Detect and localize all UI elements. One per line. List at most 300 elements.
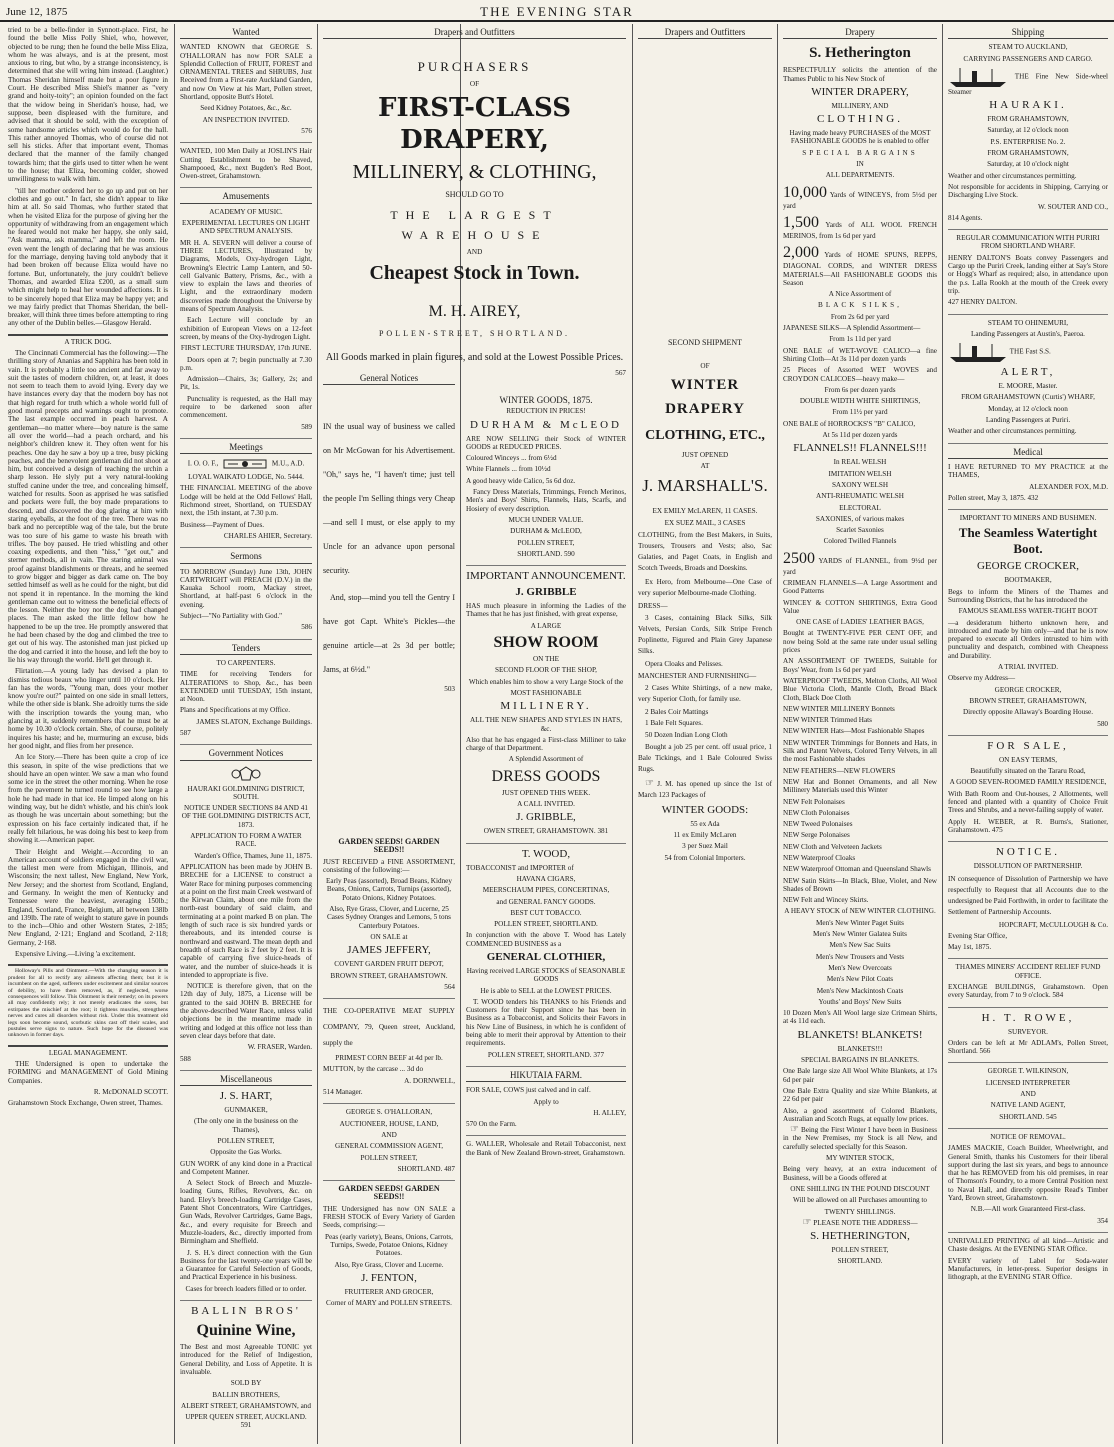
advert-text: Fancy Dress Materials, Trimmings, French Merinos, Men's and Boys' Shirts, Flannels, Hats, Scarfs, and Hosiery of every description. <box>466 488 626 513</box>
advert-wood <box>466 848 626 1067</box>
advert-text: THE CO-OPERATIVE MEAT SUPPLY COMPANY, 79, Queen street, Auckland, supply the <box>323 1007 455 1048</box>
advert-text: With Bath Room and Out-houses, 2 Allotments, well fenced and planted with a quantity of Choice Fruit Trees and Shrubs, and a never-failing supply of water. <box>948 789 1108 815</box>
advert-text: In REAL WELSH <box>833 458 887 467</box>
advert-text: Landing Passengers at Puriri. <box>985 416 1071 425</box>
advert-text: MY WINTER STOCK, <box>826 1154 894 1163</box>
advert-text: AND <box>1020 1090 1036 1099</box>
column-divider <box>777 24 778 1444</box>
advert-text: A GOOD SEVEN-ROOMED FAMILY RESIDENCE, <box>949 778 1107 787</box>
section-heading-meetings: Meetings <box>180 443 312 454</box>
advert-text: J. FENTON, <box>361 1271 417 1284</box>
advert-coop-meat <box>323 1003 455 1104</box>
advert-text: and GENERAL FANCY GOODS. <box>496 897 596 906</box>
advert-text: SHORTLAND. 545 <box>999 1112 1057 1121</box>
advert-text: AN INSPECTION INVITED. <box>202 115 290 124</box>
pointing-hand-icon: ☞ <box>802 1216 812 1228</box>
section-heading-amusements: Amusements <box>180 192 312 203</box>
advert-text: MOST FASHIONABLE <box>510 688 582 697</box>
advert-heading: NOTICE UNDER SECTIONS 84 AND 41 OF THE GOLDMINING DISTRICTS ACT, 1873. <box>181 804 311 829</box>
advert-text: Being the First Winter I have been in Business in the New Premises, my Stock is all New, and carefully selected specially for this Season. <box>783 1126 937 1151</box>
advert-text: POLLEN STREET, <box>217 1136 275 1145</box>
advert-hauraki-steamer <box>948 66 1108 230</box>
advert-text: SPECIAL BARGAINS IN BLANKETS. <box>801 1056 919 1065</box>
advert-text: He is able to SELL at the LOWEST PRICES. <box>480 986 612 995</box>
section-heading-tenders: Tenders <box>180 644 312 655</box>
mcgowan-text: And, stop—mind you tell the Gentry I have got Capt. White's Pickles—the genuine article—at 2s 3d per bottle; Jams, at 6½d." <box>323 593 455 675</box>
section-heading-government: Government Notices <box>180 749 312 760</box>
advert-number: 567 <box>615 369 626 378</box>
advert-tenders <box>180 670 312 745</box>
column-7 <box>783 26 937 1441</box>
advert-text: GEORGE CROCKER, <box>976 560 1080 573</box>
holloway-advert: Holloway's Pills and Ointment.—With the changing season it is prudent for all to rectify any ailments affecting them; but it is incumbent on the aged, sufferers under excitement and similar sources of debility, to have them removed, as, if neglected, worse consequences will follow. This Ointment is their remedy; on its powers all may confidently rely; it not merely eradicates the sores, but extirpates the mischief at the root; it tightens muscles, strengthens nerves and cures all disorders without risk. Under this treatment old legs soon become sound, scorbutic skins cast off their scales, and pustules serve signs to nature. Such hope for the diseased was unknown in former days. <box>8 968 168 1039</box>
advert-text: Landing Passengers at Austin's, Paeroa. <box>971 329 1085 338</box>
advert-text: 10 Dozen Men's All Wool large size Crimean Shirts, at 4s 11d each. <box>783 1009 937 1026</box>
advert-text: GEORGE CROCKER, <box>994 685 1062 694</box>
advert-text: Coloured Winceys ... from 6½d <box>466 454 557 463</box>
advert-text: NEW WINTER MILLINERY Bonnets <box>783 704 895 713</box>
advert-heading: The Seamless Watertight Boot. <box>958 525 1098 557</box>
bargain-line <box>783 213 937 240</box>
advert-text: ONE BALE of WET-WOVE CALICO—a fine Shirting Cloth—At 3s 11d per dozen yards <box>783 346 937 363</box>
advert-water-race <box>180 852 312 1071</box>
bargain-line <box>783 549 937 576</box>
advert-text: THE Undersigned has now ON SALE a FRESH STOCK of Every Variety of Garden Seeds, comprising:— <box>323 1204 455 1230</box>
advert-text: The Best and most Agreeable TONIC yet introduced for the Relief of Indigestion, General Debility, and Loss of Appetite. It is invaluable. <box>180 1343 312 1376</box>
advert-text: Doors open at 7; begin punctually at 7.30 p.m. <box>180 355 312 372</box>
advert-text: W. SOUTER AND CO., <box>1037 202 1108 211</box>
advert-text: UPPER QUEEN STREET, AUCKLAND. 591 <box>185 1413 307 1430</box>
advert-heading: TO CARPENTERS. <box>216 658 276 667</box>
advert-text: Men's New Mackintosh Coats <box>816 986 904 995</box>
advert-ohalloran <box>180 43 312 143</box>
bargain-line <box>783 243 937 287</box>
column-6 <box>638 26 772 1441</box>
advert-text: AND <box>466 247 483 256</box>
advert-text: J. M. has opened up since the 1st of March 123 Packages of <box>638 779 772 799</box>
advert-text: FROM GRAHAMSTOWN, <box>987 115 1069 124</box>
advert-text: IN consequence of Dissolution of Partnership we have respectfully to Request that all Accounts due to the undersigned be Paid Forthwith, in order to facilitate the Settlement of Partnership Accounts. <box>948 874 1108 916</box>
advert-text: AND <box>381 1130 397 1139</box>
advert-text: Subject—"No Partiality with God." <box>180 612 283 621</box>
advert-text: FROM GRAHAMSTOWN, <box>987 149 1069 158</box>
advert-relief-fund <box>948 963 1108 1007</box>
advert-text <box>638 778 772 801</box>
advert-heading: WINTER GOODS, 1875. <box>499 395 593 405</box>
advert-text <box>783 1126 937 1151</box>
advert-text: 427 HENRY DALTON. <box>948 298 1018 307</box>
section-heading-wanted: Wanted <box>180 28 312 39</box>
advert-text: 514 Manager. <box>323 1088 363 1097</box>
advert-text: J. S. H.'s direct connection with the Gun Business for the last twenty-one years will be a Guarantee for Careful Selection of Goods, and Practical Experience in his business. <box>180 1248 312 1282</box>
advert-text: From 2s 6d per yard <box>830 312 890 321</box>
advert-number: 564 <box>444 982 455 991</box>
story-paragraph: tried to be a belle-finder in Synnott-place. First, he found the belle Miss Polly Shiel, who, however, objected to be rung; then he found the belle Miss Eliza, whom he was always, and is at the present, most anxious to ring, but who, by a strange inconsistency, is determined that she will wring him instead. (Laughter.) Thomas Sheridan himself made but a poor figure in Court. He described Miss Shiel's manner as "very grand and hoity-toity"; an opinion founded on the fact that the widow being in Sheridan's house, had, we suppose, been displeased with the furniture, and advised that it should be sold, with the exception of some handsome articles which would do for the hall. This rather annoyed Thomas, who of course did not sell his sticks. After that important event, Thomas declared that the manner of the family changed towards him; that the girls used to titter when he went to the house; that Eliza, becoming colder, showed unwillingness to walk with him. <box>8 26 168 184</box>
advert-signature: JAMES SLATON, Exchange Buildings. <box>196 717 312 726</box>
advert-text: Men's New Pilot Coats <box>826 975 894 984</box>
advert-text: ARE NOW SELLING their Stock of WINTER GOODS at REDUCED PRICES. <box>466 434 626 451</box>
advert-text: Opera Cloaks and Pelisses. <box>645 660 723 669</box>
advert-heading: Cheapest Stock in Town. <box>369 261 580 284</box>
advert-heading: WINTER GOODS: <box>661 803 749 816</box>
section-heading-hikutaia: HIKUTAIA FARM. <box>466 1071 626 1082</box>
advert-text: Beautifully situated on the Tararu Road, <box>970 767 1086 776</box>
advert-text: FIRST LECTURE THURSDAY, 17th JUNE. <box>180 344 312 353</box>
advert-text: Scarlet Saxonies <box>836 526 884 535</box>
advert-heading: S. Hetherington <box>809 45 911 62</box>
legal-signature: R. McDONALD SCOTT. <box>93 1088 168 1097</box>
advert-text: JAMES MACKIE, Coach Builder, Wheelwright, and General Smith, thanks his Customers for their liberal support during the last six years, and begs to announce that he has REMOVED from his old premises, in rear of Thomson's Foundry, to a more Central Position next to Naval Hall, and directly opposite Read's Timber Yard, Brown street, Grahamstown. <box>948 1144 1108 1203</box>
advert-text: From 6s per dozen yards <box>824 385 896 394</box>
advert-text: BROWN STREET, GRAHAMSTOWN. <box>330 971 448 980</box>
advert-text: 354 <box>1097 1216 1108 1225</box>
advert-text: Colored Twilled Flannels <box>823 537 897 546</box>
advert-heading: FIRST-CLASS DRAPERY, <box>378 92 571 155</box>
advert-text: BALLIN BROTHERS, <box>212 1390 280 1399</box>
advert-text: Observe my Address— <box>948 674 1016 683</box>
advert-text: IMITATION WELSH <box>828 469 892 478</box>
advert-heading: REGULAR COMMUNICATION WITH PURIRI FROM SHORTLAND WHARF. <box>956 234 1100 251</box>
advert-number: 576 <box>301 126 312 135</box>
advert-text: Also that he has engaged a First-class Milliner to take charge of that Department. <box>466 735 626 753</box>
advert-text: BOOTMAKER, <box>1004 576 1052 585</box>
advert-heading: BALLIN BROS' <box>191 1305 301 1318</box>
advert-text: POLLEN STREET, <box>360 1153 418 1162</box>
steamship-icon <box>948 66 1008 88</box>
advert-text: Punctuality is requested, as the Hall may require to be darkened soon after commencement. <box>180 394 312 420</box>
advert-text: Bought at TWENTY-FIVE PER CENT OFF, and now being Sold at the same rate under usual selling prices <box>783 629 937 655</box>
advert-heading: NOTICE. <box>995 846 1061 859</box>
advert-text: 3 Cases, containing Black Silks, Silk Velvets, Persian Cords, Silk Stripe French Poplinette, Figured and Plain Grey Japanese Silks. <box>638 614 772 656</box>
pointing-hand-icon: ☞ <box>645 777 654 789</box>
ioof-label: I. O. O. F., <box>187 459 219 468</box>
advert-text: WANTED, 100 Men Daily at JOSLIN'S Hair Cutting Establishment to be Shaved, Shampooed, &c., next Bugden's Red Boot, Owen-street, Grahamstown. <box>180 147 312 181</box>
advert-text: MR H. A. SEVERN will deliver a course of THREE LECTURES, Illustrated by Diagrams, Models, Oxy-hydrogen Light, Browning's Electric Lamp Lantern, and 50-cell Galvanic Battery, Prisms, &c., with a view to explain the laws and theories of Light, and the extraordinary modern discoveries made throughout the Universe by means of Spectrum Analysis. <box>180 238 312 314</box>
advert-text: Men's New Sac Suits <box>829 941 891 950</box>
advert-text: JUST OPENED <box>681 450 729 459</box>
advert-text: NEW Cloth Polonaises <box>783 808 850 817</box>
advert-text <box>948 66 1108 96</box>
advert-text: EX SUEZ MAIL, 3 CASES <box>664 518 746 527</box>
advert-text: ON SALE at <box>370 932 408 941</box>
advert-text: Saturday, at 12 o'clock noon <box>987 126 1069 135</box>
advert-heading: ALL DEPARTMENTS. <box>825 171 895 180</box>
advert-joslin <box>180 147 312 188</box>
advert-text: 11 ex Emily McLaren <box>673 831 737 840</box>
advert-text: 50 Dozen Indian Long Cloth <box>645 730 728 739</box>
advert-text: SAXONIES, of various makes <box>815 514 905 523</box>
advert-text: NEW Felt Polonaises <box>783 797 845 806</box>
advert-text: Admission—Chairs, 3s; Gallery, 2s; and Pit, 1s. <box>180 375 312 392</box>
advert-text: NEW WINTER Trimmings for Bonnets and Hats, in Silk and Patent Velvets, Colored Terry Velvets, in all the most Fashionable shades <box>783 738 937 764</box>
advert-text: Being very heavy, at an extra inducement of Business, will be a Goods offered at <box>783 1165 937 1182</box>
advert-heading: H. T. ROWE, <box>981 1011 1075 1024</box>
advert-text: Having received LARGE STOCKS of SEASONABLE GOODS <box>466 966 626 984</box>
advert-heading: APPLICATION TO FORM A WATER RACE. <box>190 832 302 849</box>
advert-waller: G. WALLER, Wholesale and Retail Tobacconist, next the Bank of New Zealand Brown-street, Grahamstown. <box>466 1140 626 1157</box>
advert-text: POLLEN STREET, SHORTLAND. 377 <box>487 1050 605 1059</box>
article-title: A TRICK DOG. <box>64 337 112 346</box>
advert-text: FRUITERER AND GROCER, <box>344 1287 434 1296</box>
advert-text: ONE CASE of LADIES' LEATHER BAGS, <box>796 618 924 627</box>
advert-text: SHORTLAND. 590 <box>517 549 575 558</box>
bargain-text: Yards of WINCEYS, from 5½d per yard <box>783 190 937 210</box>
advert-text: AN ASSORTMENT OF TWEEDS, Suitable for Boys' Wear, from 1s 6d per yard <box>783 657 937 674</box>
advert-heading: WINTER DRAPERY <box>665 376 745 417</box>
advert-text: NEW Hat and Bonnet Ornaments, and all New Millinery Materials used this Winter <box>783 777 937 795</box>
advert-text: A LARGE <box>530 621 562 630</box>
advert-text: Evening Star Office, <box>948 931 1008 940</box>
advert-text: JAMES JEFFERY, <box>347 944 431 957</box>
advert-text: Early Peas (assorted), Broad Beans, Kidney Beans, Onions, Carrots, Turnips (assorted), Potato Onions, Kidney Potatoes. <box>326 877 452 902</box>
advert-text: WANTED KNOWN that GEORGE S. O'HALLORAN has now FOR SALE a Splendid Collection of FRUIT, FOREST and ORNAMENTAL TREES and SHRUBS, Just Received from a First-rate Auckland Garden, and now On View at his Mart, Pollen street, Shortland, opposite Butt's Hotel. <box>180 43 312 102</box>
advert-sermon <box>180 568 312 640</box>
advert-text: 814 Agents. <box>948 213 983 222</box>
advert-text: HENRY DALTON'S Boats convey Passengers and Cargo up the Puriri Creek, landing either at Say's Store or Hogg's Wharf as required; also, in attendance upon the p.s. Lalla Rookh at the mouth of the Creek every trip. <box>948 253 1108 295</box>
advert-text: IN <box>856 160 864 169</box>
steamship-icon <box>948 341 1008 363</box>
advert-text: Bought a job 25 per cent. off usual price, 1 Bale Tickings, and 1 Bale Coloured Swiss Rugs. <box>638 742 772 773</box>
advert-heading: J. MARSHALL'S. <box>642 476 768 496</box>
advert-heading: HAURAKI GOLDMINING DISTRICT, SOUTH. <box>187 784 305 801</box>
advert-gribble <box>466 570 626 843</box>
section-heading-drapers: Drapers and Outfitters <box>323 28 626 39</box>
advert-heading: CLOTHING, ETC., <box>645 427 765 443</box>
advert-heading: DRESS GOODS <box>491 767 601 785</box>
advert-text: I HAVE RETURNED TO MY PRACTICE at the THAMES, <box>948 462 1108 480</box>
bargain-quantity: 1,500 <box>783 213 819 231</box>
advert-text: All Goods marked in plain figures, and sold at the Lowest Possible Prices. <box>325 352 624 364</box>
advert-text: NEW Waterproof Cloaks <box>783 854 856 862</box>
section-heading-drapers: Drapers and Outfitters <box>638 28 772 39</box>
advert-text: BROWN STREET, GRAHAMSTOWN, <box>969 696 1087 705</box>
general-notices <box>323 372 455 832</box>
advert-signature: A. DORNWELL, <box>404 1076 455 1085</box>
article-paragraph: Their Height and Weight.—According to an American account of soldiers engaged in the civil war, the tallest men were from Michigan, Illinois, and Wisconsin; the next tallest, New England, New York, New Jersey; and the shortest from Scotland, England, and Germany. In weight the men of Kentucky and Tennessee were the heaviest, averaging 150lb.; England, Scotland, France, Belgium, all between 138lb and 139lb. The rate of weight to stature gave in pounds to the inch—Ohio and other Western States, 2·185; New England, 2·121; England and Scotland, 2·118; Germany, 2·168. <box>8 847 168 947</box>
advert-text: NEW Serge Polonaises <box>783 831 850 840</box>
advert-text: A good heavy wide Calico, 5s 6d doz. <box>466 476 576 485</box>
advert-text: SAXONY WELSH <box>831 480 889 489</box>
advert-text: Cases for breech loaders filled or to order. <box>185 1284 307 1293</box>
advert-text: EX EMILY McLAREN, 11 CASES. <box>652 507 758 516</box>
section-heading-drapery: Drapery <box>783 28 937 39</box>
advert-heading: REDUCTION IN PRICES! <box>506 407 586 416</box>
advert-heading: WINTER DRAPERY, <box>811 85 909 98</box>
advert-text: DURHAM & McLEOD, <box>510 527 582 536</box>
advert-heading: SPECIAL BARGAINS <box>802 148 918 157</box>
advert-text: JAPANESE SILKS—A Splendid Assortment— <box>783 324 921 333</box>
advert-fox <box>948 463 1108 510</box>
advert-puriri <box>948 234 1108 314</box>
section-heading-medical: Medical <box>948 448 1108 459</box>
column-8 <box>948 26 1108 1441</box>
advert-text: HAVANA CIGARS, <box>516 874 576 883</box>
advert-heading: SHOW ROOM <box>493 634 599 652</box>
advert-text: JUST RECEIVED a FINE ASSORTMENT, consisting of the following:— <box>323 857 455 874</box>
advert-text: RESPECTFULLY solicits the attention of the Thames Public to his New Stock of <box>783 66 937 83</box>
advert-text: NEW Tweed Polonaises <box>783 820 853 829</box>
advert-text: BEST CUT TOBACCO. <box>510 908 582 917</box>
advert-text: ONE SHILLING IN THE POUND DISCOUNT <box>790 1184 930 1193</box>
advert-text: AUCTIONEER, HOUSE, LAND, <box>339 1119 439 1128</box>
advert-text: FROM GRAHAMSTOWN (Curtis') WHARF, <box>961 393 1095 402</box>
advert-text: HOPCRAFT, McCULLOUGH & Co. <box>998 920 1108 929</box>
advert-text <box>783 1216 937 1228</box>
section-heading-shipping: Shipping <box>948 28 1108 39</box>
advert-number: SHORTLAND. 487 <box>397 1164 455 1173</box>
advert-text: Plans and Specifications at my Office. <box>180 706 291 715</box>
advert-heading: HAURAKI. <box>989 99 1067 112</box>
advert-text: THE Fast S.S. <box>1009 347 1051 356</box>
advert-text: ONE BALE of HORROCKS'S "B" CALICO, <box>783 419 916 428</box>
advert-heading: THAMES MINERS' ACCIDENT RELIEF FUND OFFICE. <box>955 963 1101 980</box>
advert-text: THE FINANCIAL MEETING of the above Lodge will be held at the Odd Fellows' Hall, Richmond street, Shortland, on TUESDAY next, the 15th instant, at 7.30 p.m. <box>180 484 312 518</box>
column-divider <box>174 24 175 1444</box>
advert-text: BLACK SILKS, <box>818 301 902 310</box>
advert-heading: MILLINERY, & CLOTHING, <box>352 160 597 183</box>
advert-number: 586 <box>301 623 312 632</box>
advert-text: Having made heavy PURCHASES of the MOST FASHIONABLE GOODS he is enabled to offer <box>789 129 931 146</box>
advert-text: ALBERT STREET, GRAHAMSTOWN, and <box>181 1401 311 1410</box>
advert-text: Warden's Office, Thames, June 11, 1875. <box>194 851 312 860</box>
advert-text: From 1s 11d per yard <box>829 335 891 344</box>
advert-text: LICENSED INTERPRETER <box>985 1078 1071 1087</box>
advert-text: CRIMEAN FLANNELS—A Large Assortment and Good Patterns <box>783 578 937 596</box>
section-heading-general: General Notices <box>323 374 455 385</box>
advert-text: Weather and other circumstances permitting. <box>948 171 1077 180</box>
column-2 <box>180 26 312 1441</box>
advert-text: Orders can be left at Mr ADLAM's, Pollen Street, Shortland. 566 <box>948 1038 1108 1056</box>
advert-text: P.S. ENTERPRISE No. 2. <box>990 137 1066 146</box>
advert-text: Weather and other circumstances permitting. <box>948 427 1077 436</box>
advert-text: Also, Rye Grass, Clover, and Lucerne, 25 Cases Sydney Oranges and Lemons, 5 tons Canterbury Potatoes. <box>327 905 451 930</box>
advert-text: POLLEN STREET, <box>517 538 575 547</box>
advert-text: Peas (early variety), Beans, Onions, Carrots, Turnips, Swede, Potatoe Onions, Kidney Potatoes. <box>325 1232 453 1258</box>
article-paragraph: Expensive Living.—Living 'a excitement. <box>15 950 136 959</box>
advert-text: (The only one in the business on the Thames), <box>193 1117 298 1134</box>
advert-text: Apply H. WEBER, at R. Burns's, Stationer, Grahamstown. 475 <box>948 817 1108 834</box>
advert-text: PRIMEST CORN BEEF at 4d per lb. <box>335 1054 443 1063</box>
article-paragraph: The Cincinnati Commercial has the following:—The thrilling story of Ananias and Sapphira has been told in vain. It is probably a little too ancient and far away to suit the tastes of modern children, or, at least, it does not seem to teach them to avoid lying. Every day we have instances every day that the modern boy has not that high regard for truth which a whole world full of good moral precepts and warnings ought to promote. The last example occurred in peach harvest. A gentleman—no matter where—boy nature is the same all over the world—had a peach orchard, and his neighbor's children knew it. They often went for his peaches. One day he saw a boy up a tree, busy picking peaches, and the benevolent gentleman did not shoot at him, but conceived a design of teaching the urchin a sharp lesson. He slyly put a very natural-looking stuffed canine under the tree, and concealing himself, watched for results. Soon as apprised he was satisfied and pockets were full, the boy made preparations to descend, and discovered the dog glaring at him with staring eyeballs, at the foot of the tree. There was no bark and no perceptible wag of the tale, but the brute was too sure of his game to waste his breath with trifles. The boy paused. He tried whistling and other coaxing expedients, and then "hiss," "get out," and sterner methods, all in vain. The staring animal was proof against blandishments or threats, and he seemed to grow bigger and bigger as dark came on. The boy settled himself as well as he could for the night, but did not spend it in repentance. In the morning the kind gentleman came out to witness the beneficial effects of the lesson. Neither the boy nor the dog had changed places. The man asked the little fellow how he happened to be up the tree. He promptly answered that he had been chased by the dog and climbed the tree to get out of his way. The astonished man just picked up the dog and carried it into the house, and left the boy to lie his way through the world. He'll get through it. <box>8 348 168 664</box>
advert-heading: CARRYING PASSENGERS AND CARGO. <box>963 54 1093 63</box>
advert-text: Ex Hero, from Melbourne—One Case of very superior Melbourne-made Clothing. <box>638 578 772 598</box>
advert-text: SURVEYOR. <box>1008 1027 1048 1036</box>
advert-text: HAS much pleasure in informing the Ladies of the Thames that he has just finished, with great expense, <box>466 602 626 619</box>
advert-durham <box>466 396 626 566</box>
advert-text: DOUBLE WIDTH WHITE SHIRTINGS, <box>799 397 921 406</box>
advert-ohalloran-auctioneer <box>323 1108 455 1181</box>
advert-text: THE Fine New Side-wheel Steamer <box>948 72 1109 96</box>
advert-text: Apply to <box>533 1097 559 1106</box>
advert-hikutaia <box>466 1086 626 1136</box>
advert-text: A HEAVY STOCK of NEW WINTER CLOTHING. <box>784 907 936 916</box>
advert-heading: PURCHASERS <box>417 59 532 75</box>
advert-text: ON THE <box>532 655 560 664</box>
advert-text: 55 ex Ada <box>690 819 720 828</box>
advert-text: NEW WINTER Trimmed Hats <box>783 716 872 725</box>
mu-label: M.U., A.D. <box>271 459 305 468</box>
lodge-emblem-icon <box>220 458 270 470</box>
advert-text: CLOTHING, from the Best Makers, in Suits, Trousers, Trousers and Vests; also, Sac Galaties, and Paget Coats, in English and Scotch Tweeds, Broads and Doeskins. <box>638 531 772 573</box>
advert-text: MEERSCHAUM PIPES, CONCERTINAS, <box>482 886 610 895</box>
advert-financial-meeting <box>180 484 312 548</box>
advert-heading: Quinine Wine, <box>196 1322 296 1340</box>
advert-text: ALL THE NEW SHAPES AND STYLES IN HATS, &c. <box>469 716 622 733</box>
masthead: THE EVENING STAR <box>480 4 634 19</box>
issue-date: June 12, 1875 <box>6 6 68 18</box>
advert-text: H. ALLEY, <box>593 1108 626 1117</box>
advert-heading: FOR SALE, <box>987 739 1069 752</box>
bargain-line <box>783 183 937 210</box>
advert-heading: GENERAL CLOTHIER, <box>486 950 606 963</box>
advert-text: PLEASE NOTE THE ADDRESS— <box>813 1218 918 1227</box>
advert-text: A Nice Assortment of <box>828 290 892 299</box>
column-divider <box>317 24 318 1444</box>
advert-heading: STEAM TO AUCKLAND, <box>988 43 1068 52</box>
advert-heading: GARDEN SEEDS! GARDEN SEEDS!! <box>338 837 440 855</box>
advert-heading: EXPERIMENTAL LECTURES ON LIGHT AND SPECTRUM ANALYSIS. <box>182 219 310 236</box>
advert-text: GUNMAKER, <box>224 1106 268 1115</box>
advert-text: 54 from Colonial Importers. <box>664 853 746 862</box>
advert-text: 2 Cases White Shirtings, of a new make, very Superior Cloth, for family use. <box>638 683 772 703</box>
advert-wilkinson <box>948 1067 1108 1128</box>
advert-heading: FLANNELS!! FLANNELS!!! <box>793 442 927 455</box>
advert-heading: GARDEN SEEDS! GARDEN SEEDS!! <box>338 1184 440 1202</box>
section-heading-sermons: Sermons <box>180 552 312 563</box>
advert-text: T. WOOD tenders his THANKS to his Friends and Customers for their Support since he has been in Business as a Tobacconist, and Solicits their Favors in his New Line of Business, in which he is confident of being able to merit their approval by Attention to their requirements. <box>466 997 626 1048</box>
advert-heading: STEAM TO OHINEMURI, <box>987 318 1069 327</box>
advert-text: ANTI-RHEUMATIC WELSH <box>816 492 904 501</box>
advert-text: MANCHESTER AND FURNISHING— <box>638 671 757 680</box>
advert-text: 570 On the Farm. <box>466 1120 517 1129</box>
advert-number: 503 <box>444 685 455 694</box>
advert-ohinemuri <box>948 319 1108 444</box>
advert-text: From 11½ per yard <box>832 408 888 417</box>
legal-address: Grahamstown Stock Exchange, Owen street, Thames. <box>8 1099 163 1108</box>
advert-mackie <box>948 1133 1108 1233</box>
advert-number: 589 <box>301 422 312 431</box>
advert-text: POLLEN STREET, <box>831 1246 889 1255</box>
advert-text: NEW WINTER Hats—Most Fashionable Shapes <box>783 727 925 736</box>
advert-text: POLLEN STREET, SHORTLAND. <box>494 920 598 929</box>
advert-text: MILLINERY, AND <box>831 101 889 110</box>
advert-heading: BLANKETS! BLANKETS! <box>797 1028 923 1041</box>
advert-heading: ACADEMY OF MUSIC. <box>209 207 283 216</box>
advert-for-sale <box>948 756 1108 842</box>
advert-text: BLANKETS!!! <box>837 1044 883 1053</box>
advert-text: TWENTY SHILLINGS. <box>824 1207 896 1216</box>
mcgowan-text: IN the usual way of business we called on Mr McGowan for his Advertisement. "Oh," says he, "I haven't time; just tell the people I'm Selling things very Cheap—and sell I must, or else apply to my Uncle for an advance upon personal security. <box>323 422 455 576</box>
story-paragraph: "till her mother ordered her to go up and put on her clothes and go out." In fact, she didn't appear to like him at all. So said Thomas, who further stated that when he visited Eliza for the purpose of giving her the opportunity of withdrawing from an engagement which he feared would not make her happy, she only said, "Ask mamma, ask mamma," and left the room. He even went the length of declaring that he was anxious for the marriage, denying having told anybody that it had been broken off because Eliza would have no fortune. But, unfortunately, the jury couldn't believe Thomas, and awarded Eliza £200, as a small sum which might help to heal her wounded affections. It is to be sincerely hoped that Eliza may be happy yet; and we may fairly predict that Thomas Sheridan, the bell-breaker, will think three times before attempting to ring any other of the Dublin belles.—Glasgow Herald. <box>8 186 168 328</box>
advert-text: Corner of MARY and POLLEN STREETS. <box>326 1299 452 1308</box>
advert-text: GENERAL COMMISSION AGENT, <box>334 1142 443 1151</box>
advert-text: Monday, at 12 o'clock noon <box>988 404 1068 413</box>
royal-arms-icon <box>226 765 266 783</box>
legal-text: THE Undersigned is open to undertake the FORMING and MANAGEMENT of Gold Mining Companies. <box>8 1060 168 1085</box>
advert-text: NEW Waterproof Ottoman and Queensland Shawls <box>783 865 931 874</box>
advert-text: TIME for receiving Tenders for ALTERATIONS to Shop, &c., has been EXTENDED until TUESDAY, 15th instant, at Noon. <box>180 670 312 704</box>
advert-text: E. MOORE, Master. <box>998 382 1058 391</box>
advert-labels: EVERY variety of Label for Soda-water Manufacturers, in letter-press. Superior designs in lithograph, at the EVENING STAR Office. <box>948 1256 1108 1282</box>
bargain-quantity: 2500 <box>783 549 815 567</box>
advert-text: At 5s 11d per dozen yards <box>822 431 898 440</box>
advert-text: JUST OPENED THIS WEEK. <box>501 788 591 797</box>
bargain-quantity: 10,000 <box>783 183 827 201</box>
advert-text: Men's New Overcoats <box>828 963 892 972</box>
article-paragraph: Flirtation.—A young lady has devised a plan to dismiss tedious beaux who linger until 10 o'clock. Her fan has the words, "Young man, does your mother know you're out?" painted on one side in small letters, while the other side is blank. She adroitly turns the side with the inscription towards the young man, who glancing at it, suddenly remembers that he must be at home by 10.30 o'clock certain. She, of course, politely inquires his haste; and he, murmuring an excuse, bids her good night, and flies from her presence. <box>8 667 168 750</box>
advert-text: A Splendid Assortment of <box>508 755 584 764</box>
advert-text: OF <box>700 361 710 370</box>
